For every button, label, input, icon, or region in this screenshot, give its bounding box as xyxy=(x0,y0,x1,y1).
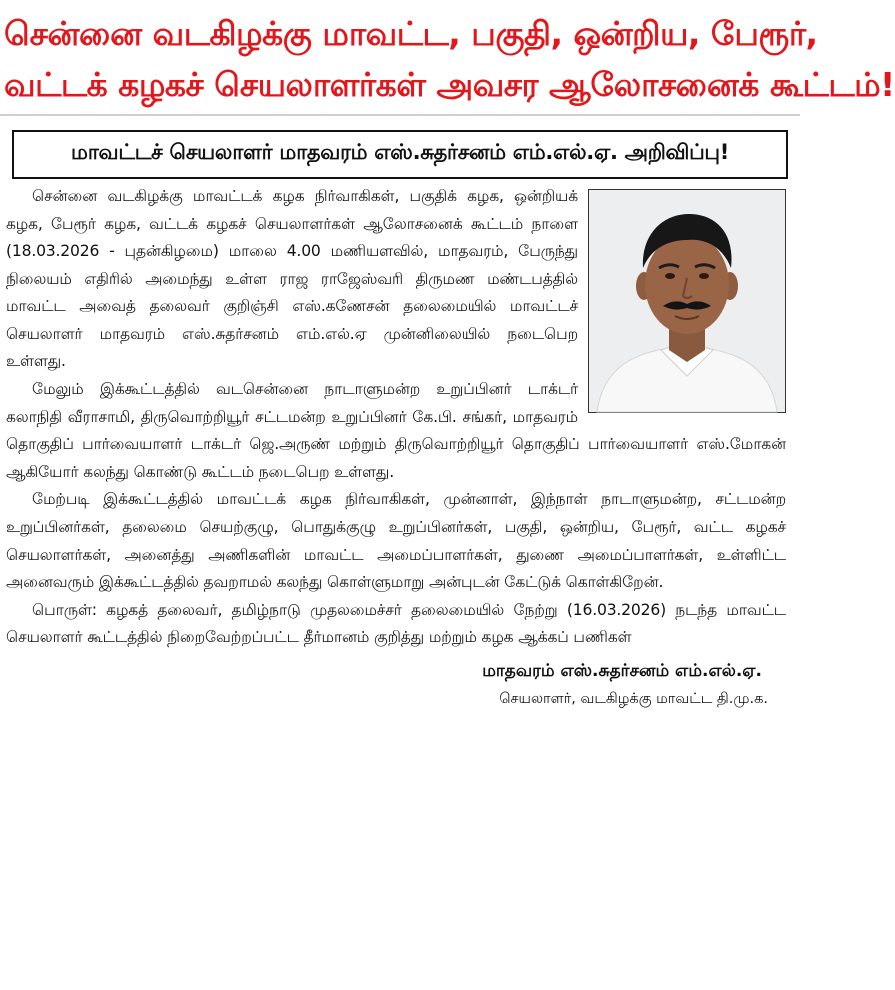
headline-line-2: வட்டக் கழகச் செயலாளர்கள் அவசர ஆலோசனைக் கூட்டம்! xyxy=(4,64,895,104)
divider xyxy=(0,114,800,116)
headline-line-1: சென்னை வடகிழக்கு மாவட்ட, பகுதி, ஒன்றிய, பேரூர், xyxy=(4,14,818,53)
signature-title: செயலாளர், வடகிழக்கு மாவட்ட தி.மு.க. xyxy=(499,691,768,707)
paragraph-2: மேலும் இக்கூட்டத்தில் வடசென்னை நாடாளுமன்ற உறுப்பினர் டாக்டர் கலாநிதி வீராசாமி, திருவொற்றியூர் சட்டமன்ற உறுப்பினர் கே.பி. சங்கர், மாதவரம் தொகுதிப் பார்வையாளர் டாக்டர் ஜெ.அருண் மற்றும் திருவொற்றியூர் தொகுதிப் பார்வையாளர் எஸ்.மோகன் ஆகியோர் கலந்து கொண்டு கூட்டம் நடைபெற உள்ளது. xyxy=(6,380,786,481)
portrait-photo xyxy=(588,189,786,413)
article-body xyxy=(0,179,800,712)
signature-block xyxy=(6,656,786,712)
headline xyxy=(0,0,895,104)
signature-name: மாதவரம் எஸ்.சுதர்சனம் எம்.எல்.ஏ. xyxy=(482,661,762,681)
paragraph-1: சென்னை வடகிழக்கு மாவட்டக் கழக நிர்வாகிகள், பகுதிக் கழக, ஒன்றியக் கழக, பேரூர் கழக, வட்டக் கழகச் செயலாளர்கள் ஆலோசனைக் கூட்டம் நாளை (18.03.2026 - புதன்கிழமை) மாலை 4.00 மணியளவில், மாதவரம், பேருந்து நிலையம் எதிரில் அமைந்து உள்ள ராஜ ராஜேஸ்வரி திருமண மண்டபத்தில் மாவட்ட அவைத் தலைவர் குறிஞ்சி எஸ்.கணேசன் தலைமையில் மாவட்டச் செயலாளர் மாதவரம் எஸ்.சுதர்சனம் எம்.எல்.ஏ முன்னிலையில் நடைபெற உள்ளது. xyxy=(6,186,578,371)
paragraph-4: பொருள்: கழகத் தலைவர், தமிழ்நாடு முதலமைச்சர் தலைமையில் நேற்று (16.03.2026) நடந்த மாவட்ட செயலாளர் கூட்டத்தில் நிறைவேற்றப்பட்ட தீர்மானம் குறித்து மற்றும் கழக ஆக்கப் பணிகள் xyxy=(6,600,786,647)
paragraph-3: மேற்படி இக்கூட்டத்தில் மாவட்டக் கழக நிர்வாகிகள், முன்னாள், இந்நாள் நாடாளுமன்ற, சட்டமன்ற உறுப்பினர்கள், தலைமை செயற்குழு, பொதுக்குழு உறுப்பினர்கள், பகுதி, ஒன்றிய, பேரூர், வட்ட கழகச் செயலாளர்கள், அனைத்து அணிகளின் மாவட்ட அமைப்பாளர்கள், துணை அமைப்பாளர்கள், உள்ளிட்ட அனைவரும் இக்கூட்டத்தில் தவறாமல் கலந்து கொள்ளுமாறு அன்புடன் கேட்டுக் கொள்கிறேன். xyxy=(6,490,786,592)
subheadline-box xyxy=(12,130,788,179)
person-portrait-icon xyxy=(589,190,785,412)
subheadline: மாவட்டச் செயலாளர் மாதவரம் எஸ்.சுதர்சனம் எம்.எல்.ஏ. அறிவிப்பு! xyxy=(70,139,730,164)
